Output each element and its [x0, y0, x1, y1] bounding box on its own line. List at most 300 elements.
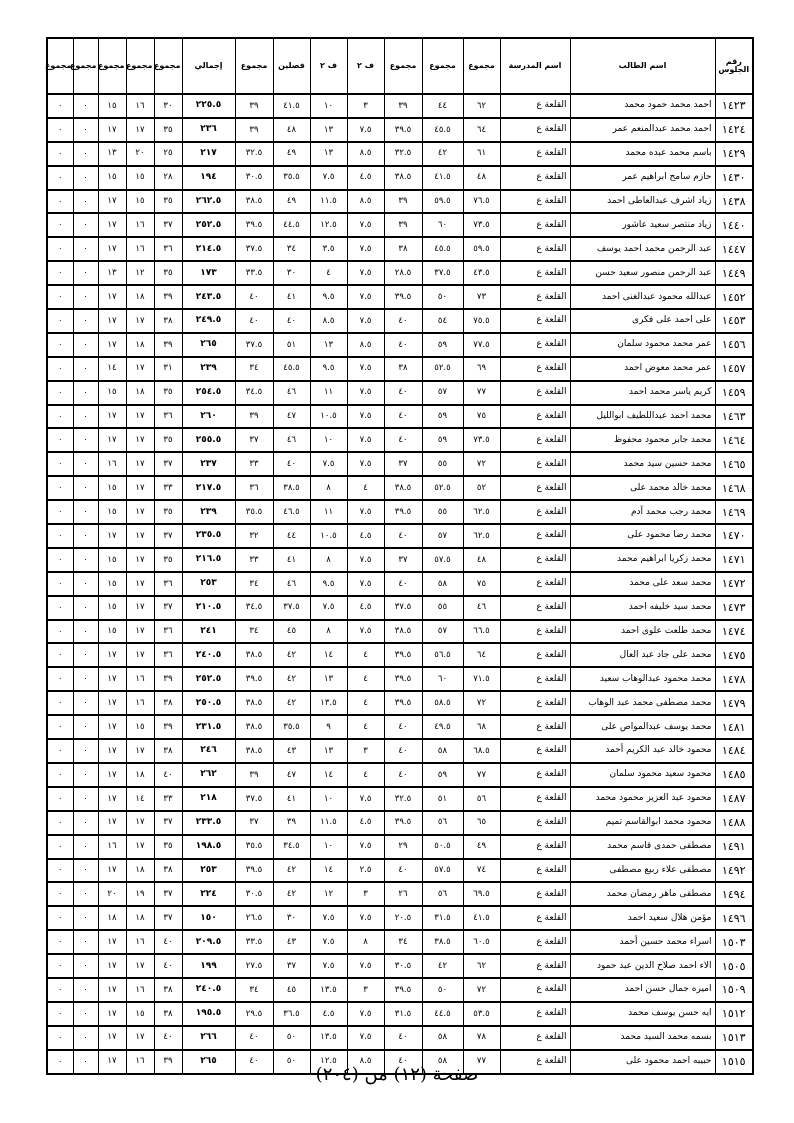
seat-number-cell: ١٤٣٨	[715, 190, 753, 214]
total-5-cell: ٣٨	[154, 691, 182, 715]
grand-total-cell: ٢٤٩.٥	[182, 309, 235, 333]
total-8-cell: ٠	[73, 118, 98, 142]
total-8-cell: ٠	[73, 452, 98, 476]
two-terms-cell: ٣٧	[273, 954, 310, 978]
total-1-cell: ٧٥.٥	[463, 309, 500, 333]
total-3-cell: ٤٠	[384, 763, 422, 787]
student-name-cell: محمد سيد خليفه احمد	[570, 596, 715, 620]
total-7-cell: ١٥	[98, 596, 126, 620]
total-4-cell: ٣٨.٥	[235, 739, 273, 763]
total-6-cell: ١٥	[126, 166, 154, 190]
total-2-cell: ٥٧	[422, 524, 463, 548]
total-6-cell: ١٧	[126, 500, 154, 524]
total-5-cell: ٣٩	[154, 1050, 182, 1074]
seat-number-cell: ١٥٠٣	[715, 930, 753, 954]
term-2-a-cell: ٤.٥	[347, 524, 384, 548]
total-2-cell: ٥٢.٥	[422, 476, 463, 500]
total-9-cell: ٠	[47, 548, 73, 572]
total-1-cell: ٧٢	[463, 978, 500, 1002]
total-5-cell: ٣٥	[154, 835, 182, 859]
total-7-cell: ١٧	[98, 118, 126, 142]
total-1-cell: ٧١.٥	[463, 667, 500, 691]
total-5-cell: ٢٥	[154, 142, 182, 166]
total-9-cell: ٠	[47, 930, 73, 954]
term-2-a-cell: ٧.٥	[347, 237, 384, 261]
term-2-b-cell: ٧.٥	[310, 452, 347, 476]
term-2-a-cell: ٨	[347, 930, 384, 954]
total-1-cell: ٧٧.٥	[463, 333, 500, 357]
term-2-b-cell: ١١	[310, 500, 347, 524]
total-6-cell: ١٧	[126, 811, 154, 835]
term-2-b-cell: ١٣	[310, 333, 347, 357]
term-2-a-cell: ٧.٥	[347, 835, 384, 859]
total-4-cell: ٣٥.٥	[235, 500, 273, 524]
two-terms-cell: ٥٠	[273, 1026, 310, 1050]
seat-number-cell: ١٤٤٠	[715, 213, 753, 237]
total-4-cell: ٣٤	[235, 572, 273, 596]
total-4-cell: ٣٨.٥	[235, 643, 273, 667]
total-4-cell: ٣٩.٥	[235, 667, 273, 691]
term-2-a-cell: ٤.٥	[347, 166, 384, 190]
total-4-cell: ٣٣	[235, 548, 273, 572]
table-row	[47, 309, 753, 333]
total-6-cell: ١٢	[126, 261, 154, 285]
total-9-cell: ٠	[47, 835, 73, 859]
total-2-cell: ٣٧.٥	[422, 261, 463, 285]
total-5-cell: ٤٠	[154, 1026, 182, 1050]
table-row	[47, 142, 753, 166]
total-6-cell: ١٦	[126, 667, 154, 691]
school-name-cell: القلعة ع	[500, 882, 570, 906]
total-6-cell: ١٨	[126, 906, 154, 930]
total-5-cell: ٤٠	[154, 763, 182, 787]
total-7-cell: ١٣	[98, 142, 126, 166]
grand-total-cell: ١٩٤	[182, 166, 235, 190]
grand-total-cell: ٢٣٩	[182, 500, 235, 524]
seat-number-cell: ١٥١٥	[715, 1050, 753, 1074]
total-2-cell: ٥٨.٥	[422, 691, 463, 715]
table-row	[47, 237, 753, 261]
two-terms-cell: ٤١	[273, 285, 310, 309]
term-2-a-cell: ٧.٥	[347, 1002, 384, 1026]
table-row	[47, 596, 753, 620]
total-7-cell: ١٧	[98, 978, 126, 1002]
total-2-cell: ٥٩	[422, 428, 463, 452]
total-9-cell: ٠	[47, 285, 73, 309]
total-2-cell: ٥٨	[422, 1050, 463, 1074]
table-row	[47, 739, 753, 763]
student-name-cell: محمد جابر محمود محفوظ	[570, 428, 715, 452]
seat-number-cell: ١٤٨٤	[715, 739, 753, 763]
table-row	[47, 882, 753, 906]
header-total-7: مجموع	[98, 38, 126, 94]
total-7-cell: ١٥	[98, 500, 126, 524]
seat-number-cell: ١٤٤٧	[715, 237, 753, 261]
total-7-cell: ١٧	[98, 285, 126, 309]
term-2-b-cell: ١٢.٥	[310, 213, 347, 237]
total-9-cell: ٠	[47, 954, 73, 978]
student-name-cell: اميره جمال حسن احمد	[570, 978, 715, 1002]
total-8-cell: ٠	[73, 691, 98, 715]
grand-total-cell: ٢٥٠.٥	[182, 691, 235, 715]
total-3-cell: ٤٠	[384, 572, 422, 596]
two-terms-cell: ٤٦	[273, 572, 310, 596]
total-6-cell: ١٦	[126, 237, 154, 261]
total-8-cell: ٠	[73, 811, 98, 835]
school-name-cell: القلعة ع	[500, 476, 570, 500]
total-2-cell: ٥٥	[422, 500, 463, 524]
seat-number-cell: ١٤٧٨	[715, 667, 753, 691]
total-3-cell: ٣٧	[384, 548, 422, 572]
table-row	[47, 94, 753, 118]
grand-total-cell: ٢٤٠.٥	[182, 978, 235, 1002]
grand-total-cell: ٢٦٥	[182, 1050, 235, 1074]
total-9-cell: ٠	[47, 978, 73, 1002]
table-row	[47, 835, 753, 859]
grand-total-cell: ٢٦٦	[182, 1026, 235, 1050]
total-7-cell: ١٧	[98, 190, 126, 214]
table-row	[47, 524, 753, 548]
total-2-cell: ٥٢.٥	[422, 357, 463, 381]
total-3-cell: ٣٨.٥	[384, 476, 422, 500]
grand-total-cell: ٢٥٥.٥	[182, 428, 235, 452]
seat-number-cell: ١٤٨١	[715, 715, 753, 739]
total-4-cell: ٣٨.٥	[235, 691, 273, 715]
total-5-cell: ٣٣	[154, 476, 182, 500]
total-3-cell: ٣٢.٥	[384, 787, 422, 811]
total-6-cell: ١٧	[126, 524, 154, 548]
table-row	[47, 261, 753, 285]
term-2-a-cell: ٧.٥	[347, 548, 384, 572]
seat-number-cell: ١٤٥٢	[715, 285, 753, 309]
total-4-cell: ٣٣.٥	[235, 261, 273, 285]
seat-number-cell: ١٤٧٤	[715, 620, 753, 644]
grand-total-cell: ٢١٦.٥	[182, 548, 235, 572]
total-7-cell: ١٧	[98, 691, 126, 715]
two-terms-cell: ٤٤	[273, 524, 310, 548]
total-5-cell: ٣١	[154, 357, 182, 381]
seat-number-cell: ١٤٦٤	[715, 428, 753, 452]
total-9-cell: ٠	[47, 643, 73, 667]
school-name-cell: القلعة ع	[500, 691, 570, 715]
total-5-cell: ٣٥	[154, 548, 182, 572]
total-6-cell: ١٧	[126, 309, 154, 333]
total-3-cell: ٣٩.٥	[384, 643, 422, 667]
seat-number-cell: ١٤٢٤	[715, 118, 753, 142]
term-2-a-cell: ٧.٥	[347, 452, 384, 476]
grand-total-cell: ٢٥٣	[182, 859, 235, 883]
total-5-cell: ٣٦	[154, 620, 182, 644]
total-8-cell: ٠	[73, 859, 98, 883]
total-3-cell: ٣٧	[384, 452, 422, 476]
total-7-cell: ١٧	[98, 787, 126, 811]
grand-total-cell: ١٥٠	[182, 906, 235, 930]
term-2-b-cell: ١٢.٥	[310, 1050, 347, 1074]
total-1-cell: ٥٢	[463, 476, 500, 500]
school-name-cell: القلعة ع	[500, 906, 570, 930]
total-9-cell: ٠	[47, 357, 73, 381]
term-2-b-cell: ١١	[310, 381, 347, 405]
total-2-cell: ٥٧.٥	[422, 859, 463, 883]
seat-number-cell: ١٤٧٢	[715, 572, 753, 596]
total-6-cell: ١٧	[126, 1026, 154, 1050]
total-8-cell: ٠	[73, 763, 98, 787]
term-2-a-cell: ٧.٥	[347, 405, 384, 429]
seat-number-cell: ١٤٩٤	[715, 882, 753, 906]
total-1-cell: ٧٣	[463, 285, 500, 309]
total-5-cell: ٣٥	[154, 190, 182, 214]
school-name-cell: القلعة ع	[500, 500, 570, 524]
total-8-cell: ٠	[73, 166, 98, 190]
header-total-4: مجموع	[235, 38, 273, 94]
total-3-cell: ٤٠	[384, 405, 422, 429]
total-2-cell: ٥٤	[422, 309, 463, 333]
total-8-cell: ٠	[73, 620, 98, 644]
total-5-cell: ٣٨	[154, 978, 182, 1002]
total-4-cell: ٣٩	[235, 118, 273, 142]
total-8-cell: ٠	[73, 237, 98, 261]
two-terms-cell: ٤٤.٥	[273, 213, 310, 237]
total-7-cell: ١٥	[98, 94, 126, 118]
total-8-cell: ٠	[73, 94, 98, 118]
grand-total-cell: ٢٥٢.٥	[182, 213, 235, 237]
two-terms-cell: ٣٥.٥	[273, 166, 310, 190]
term-2-a-cell: ٣	[347, 882, 384, 906]
total-7-cell: ١٤	[98, 357, 126, 381]
header-row	[47, 38, 753, 94]
total-5-cell: ٣٦	[154, 643, 182, 667]
term-2-b-cell: ١٤	[310, 643, 347, 667]
total-6-cell: ١٦	[126, 691, 154, 715]
total-7-cell: ١٧	[98, 643, 126, 667]
student-name-cell: عمر محمد معوض احمد	[570, 357, 715, 381]
seat-number-cell: ١٤٢٩	[715, 142, 753, 166]
table-row	[47, 452, 753, 476]
seat-number-cell: ١٤٥٩	[715, 381, 753, 405]
table-row	[47, 763, 753, 787]
term-2-b-cell: ١٠	[310, 787, 347, 811]
total-3-cell: ٣٨	[384, 237, 422, 261]
total-2-cell: ٥٥	[422, 452, 463, 476]
term-2-a-cell: ٧.٥	[347, 261, 384, 285]
total-2-cell: ٥٨	[422, 572, 463, 596]
grand-total-cell: ٢١٠.٥	[182, 596, 235, 620]
total-4-cell: ٣٤.٥	[235, 596, 273, 620]
total-5-cell: ٣٧	[154, 882, 182, 906]
total-7-cell: ١٧	[98, 405, 126, 429]
seat-number-cell: ١٤٥٧	[715, 357, 753, 381]
total-9-cell: ٠	[47, 166, 73, 190]
total-2-cell: ٤١.٥	[422, 166, 463, 190]
seat-number-cell: ١٥٠٩	[715, 978, 753, 1002]
total-1-cell: ٦٦.٥	[463, 620, 500, 644]
total-9-cell: ٠	[47, 787, 73, 811]
total-9-cell: ٠	[47, 811, 73, 835]
seat-number-cell: ١٤٦٥	[715, 452, 753, 476]
student-name-cell: الاء احمد صلاح الدين عبد حمود	[570, 954, 715, 978]
seat-number-cell: ١٥١٣	[715, 1026, 753, 1050]
total-2-cell: ٤٢	[422, 954, 463, 978]
grand-total-cell: ٢٣٧	[182, 452, 235, 476]
grand-total-cell: ٢٥٣	[182, 572, 235, 596]
total-2-cell: ٥٧	[422, 620, 463, 644]
grand-total-cell: ٢١٨	[182, 787, 235, 811]
seat-number-cell: ١٤٧٣	[715, 596, 753, 620]
total-8-cell: ٠	[73, 739, 98, 763]
total-7-cell: ١٧	[98, 1002, 126, 1026]
student-name-cell: حبيبه احمد محمود على	[570, 1050, 715, 1074]
school-name-cell: القلعة ع	[500, 715, 570, 739]
total-1-cell: ٧٢	[463, 691, 500, 715]
total-2-cell: ٦٠	[422, 213, 463, 237]
student-name-cell: كريم ياسر محمد احمد	[570, 381, 715, 405]
total-2-cell: ٥٦.٥	[422, 643, 463, 667]
total-6-cell: ١٥	[126, 190, 154, 214]
term-2-a-cell: ٨.٥	[347, 190, 384, 214]
total-1-cell: ٥٣.٥	[463, 1002, 500, 1026]
two-terms-cell: ٤٦	[273, 428, 310, 452]
total-7-cell: ١٥	[98, 381, 126, 405]
term-2-a-cell: ٧.٥	[347, 381, 384, 405]
total-8-cell: ٠	[73, 261, 98, 285]
two-terms-cell: ٤٧	[273, 763, 310, 787]
total-3-cell: ٣٩.٥	[384, 500, 422, 524]
total-1-cell: ٦١	[463, 142, 500, 166]
total-4-cell: ٣٢	[235, 524, 273, 548]
header-term-2-a: ف ٢	[347, 38, 384, 94]
term-2-a-cell: ٧.٥	[347, 1026, 384, 1050]
student-name-cell: زياد منتصر سعيد عاشور	[570, 213, 715, 237]
total-7-cell: ١٧	[98, 237, 126, 261]
total-8-cell: ٠	[73, 213, 98, 237]
student-name-cell: على احمد على فكرى	[570, 309, 715, 333]
school-name-cell: القلعة ع	[500, 166, 570, 190]
school-name-cell: القلعة ع	[500, 381, 570, 405]
student-name-cell: محمود عبد العزيز محمود محمد	[570, 787, 715, 811]
school-name-cell: القلعة ع	[500, 954, 570, 978]
total-5-cell: ٣٨	[154, 739, 182, 763]
total-3-cell: ٤٠	[384, 739, 422, 763]
total-6-cell: ١٧	[126, 596, 154, 620]
header-total-2: مجموع	[422, 38, 463, 94]
total-5-cell: ٣٨	[154, 309, 182, 333]
total-9-cell: ٠	[47, 667, 73, 691]
term-2-a-cell: ٧.٥	[347, 357, 384, 381]
table-body	[47, 94, 753, 1074]
total-8-cell: ٠	[73, 787, 98, 811]
term-2-b-cell: ٩.٥	[310, 357, 347, 381]
school-name-cell: القلعة ع	[500, 572, 570, 596]
total-1-cell: ٤٣.٥	[463, 261, 500, 285]
seat-number-cell: ١٤٣٠	[715, 166, 753, 190]
total-4-cell: ٢٧.٥	[235, 954, 273, 978]
total-4-cell: ٣٧.٥	[235, 237, 273, 261]
total-8-cell: ٠	[73, 381, 98, 405]
total-6-cell: ١٨	[126, 381, 154, 405]
total-4-cell: ٤٠	[235, 285, 273, 309]
total-8-cell: ٠	[73, 357, 98, 381]
total-2-cell: ٥٠	[422, 978, 463, 1002]
total-3-cell: ٣٩.٥	[384, 691, 422, 715]
grand-total-cell: ٢١٤.٥	[182, 237, 235, 261]
total-1-cell: ٦٨.٥	[463, 739, 500, 763]
school-name-cell: القلعة ع	[500, 596, 570, 620]
total-2-cell: ٤٩.٥	[422, 715, 463, 739]
total-8-cell: ٠	[73, 906, 98, 930]
total-3-cell: ٣٩.٥	[384, 811, 422, 835]
term-2-b-cell: ٨	[310, 620, 347, 644]
total-3-cell: ٣٨.٥	[384, 620, 422, 644]
table-row	[47, 930, 753, 954]
term-2-b-cell: ١٤	[310, 859, 347, 883]
total-7-cell: ١٧	[98, 859, 126, 883]
two-terms-cell: ٤٠	[273, 452, 310, 476]
school-name-cell: القلعة ع	[500, 142, 570, 166]
table-row	[47, 405, 753, 429]
total-7-cell: ١٨	[98, 906, 126, 930]
total-8-cell: ٠	[73, 643, 98, 667]
two-terms-cell: ٤٥.٥	[273, 357, 310, 381]
two-terms-cell: ٤٢	[273, 859, 310, 883]
total-1-cell: ٧٥	[463, 405, 500, 429]
total-2-cell: ٤٤.٥	[422, 1002, 463, 1026]
term-2-b-cell: ١٢	[310, 882, 347, 906]
total-2-cell: ٤٥.٥	[422, 118, 463, 142]
seat-number-cell: ١٤٨٨	[715, 811, 753, 835]
total-5-cell: ٣٦	[154, 405, 182, 429]
school-name-cell: القلعة ع	[500, 237, 570, 261]
total-8-cell: ٠	[73, 1002, 98, 1026]
total-3-cell: ٤٠	[384, 1026, 422, 1050]
total-7-cell: ١٦	[98, 452, 126, 476]
total-4-cell: ٣٨.٥	[235, 715, 273, 739]
total-4-cell: ٣٠.٥	[235, 166, 273, 190]
total-5-cell: ٣٨	[154, 1002, 182, 1026]
term-2-b-cell: ٧.٥	[310, 596, 347, 620]
student-name-cell: مؤمن هلال سعيد احمد	[570, 906, 715, 930]
grand-total-cell: ٢٥٢.٥	[182, 667, 235, 691]
total-7-cell: ١٦	[98, 835, 126, 859]
total-8-cell: ٠	[73, 978, 98, 1002]
total-8-cell: ٠	[73, 715, 98, 739]
total-1-cell: ٤٦	[463, 596, 500, 620]
school-name-cell: القلعة ع	[500, 643, 570, 667]
seat-number-cell: ١٥١٢	[715, 1002, 753, 1026]
seat-number-cell: ١٤٥٦	[715, 333, 753, 357]
table-row	[47, 1002, 753, 1026]
table-row	[47, 667, 753, 691]
total-7-cell: ١٥	[98, 476, 126, 500]
grand-total-cell: ٢٢٥.٥	[182, 94, 235, 118]
total-6-cell: ١٧	[126, 476, 154, 500]
total-5-cell: ٣٥	[154, 118, 182, 142]
total-1-cell: ٦٤	[463, 118, 500, 142]
seat-number-cell: ١٤٩٢	[715, 859, 753, 883]
total-9-cell: ٠	[47, 715, 73, 739]
total-7-cell: ١٧	[98, 1050, 126, 1074]
student-name-cell: مصطفى ماهر رمضان محمد	[570, 882, 715, 906]
total-6-cell: ١٨	[126, 859, 154, 883]
table-row	[47, 333, 753, 357]
two-terms-cell: ٣٠	[273, 261, 310, 285]
total-3-cell: ٤٠	[384, 309, 422, 333]
term-2-b-cell: ١٠.٥	[310, 524, 347, 548]
total-9-cell: ٠	[47, 94, 73, 118]
total-6-cell: ١٧	[126, 572, 154, 596]
total-6-cell: ١٥	[126, 715, 154, 739]
total-6-cell: ١٨	[126, 763, 154, 787]
total-9-cell: ٠	[47, 882, 73, 906]
